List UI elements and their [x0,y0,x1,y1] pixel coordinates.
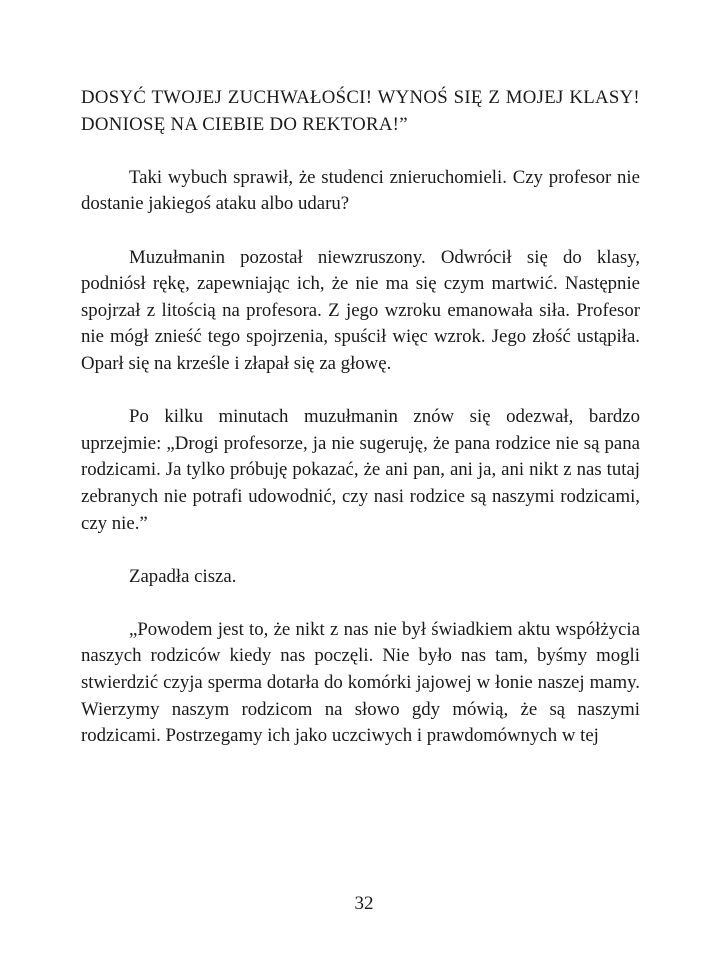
paragraph-muslim-speaks: Po kilku minutach muzułmanin znów się odezwał, bardzo uprzejmie: „Drogi profesorze, ja nie sugeruję, że pana rodzice nie są pana rodzicami. Ja tylko próbuję pokazać, że ani pan, ani ja, ani nikt z nas tutaj zebranych nie potrafi udowodnić, czy nasi rodzice są naszymi rodzicami, czy nie.” [81,406,640,534]
paragraph-muslim-unmoved: Muzułmanin pozostał niewzruszony. Odwrócił się do klasy, podniósł rękę, zapewniając ich, że nie ma się czym martwić. Następnie spojrzał z litością na profesora. Z jego wzroku emanowała siła. Profesor nie mógł znieść tego spojrzenia, spuścił więc wzrok. Jego złość ustąpiła. Oparł się na krześle i złapał się za głowę. [81,246,640,374]
paragraph-outburst: DOSYĆ TWOJEJ ZUCHWAŁOŚCI! WYNOŚ SIĘ Z MOJEJ KLASY! DONIOSĘ NA CIEBIE DO REKTORA!” [81,87,640,135]
page-number: 32 [354,893,374,914]
paragraph-reason: „Powodem jest to, że nikt z nas nie był świadkiem aktu współżycia naszych rodziców kiedy nas poczęli. Nie było nas tam, byśmy mogli stwierdzić czyja sperma dotarła do komórki jajowej w łonie naszej mamy. Wierzymy naszym rodzicom na słowo gdy mówią, że są naszymi rodzicami. Postrzegamy ich jako uczciwych i prawdomównych w tej [81,618,640,747]
body-text [81,85,640,776]
paragraph-silence: Zapadła cisza. [129,565,237,587]
paragraph-students-froze: Taki wybuch sprawił, że studenci znieruchomieli. Czy profesor nie dostanie jakiegoś ataku albo udaru? [81,166,640,215]
